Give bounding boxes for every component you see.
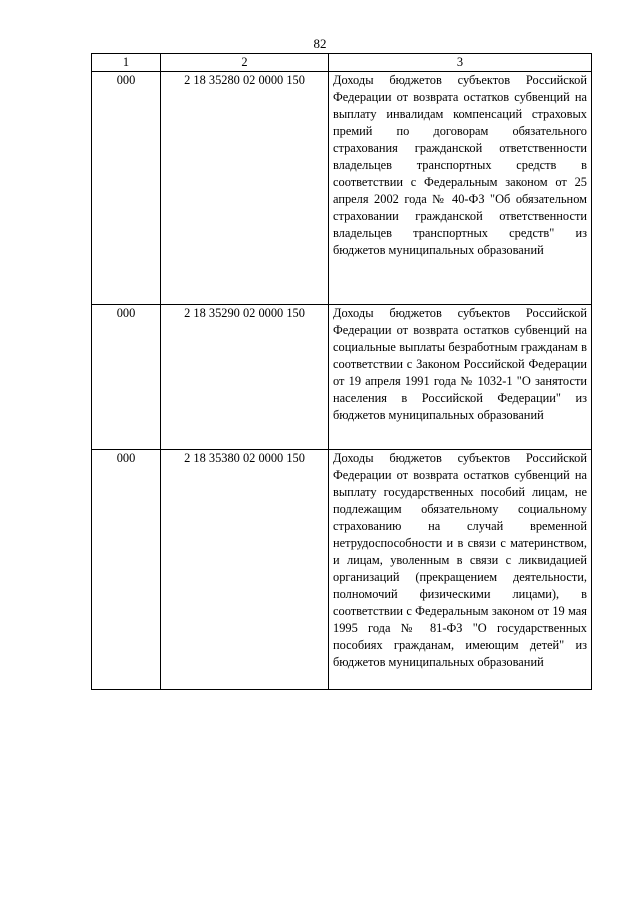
table-header-row [92,54,592,72]
column-header-2: 2 [161,54,329,72]
column-header-1: 1 [92,54,161,72]
description-cell: Доходы бюджетов субъектов Российской Федерации от возврата остатков субвенций на выплату государственных пособий лицам, не подлежащим обязательному социальному страхованию на случай временной нетрудоспособности и в связи с материнством, и лицам, уволенным в связи с ликвидацией организаций (прекращением деятельности, полномочий физическими лицами), в соответствии с Федеральным законом от 19 мая 1995 года № 81-ФЗ "О государственных пособиях гражданам, имеющим детей" из бюджетов муниципальных образований [329,450,592,690]
admin-code-cell: 000 [92,305,161,450]
table-row [92,450,592,690]
kbk-code-cell: 2 18 35280 02 0000 150 [161,72,329,305]
kbk-code-cell: 2 18 35290 02 0000 150 [161,305,329,450]
description-cell: Доходы бюджетов субъектов Российской Федерации от возврата остатков субвенций на социальные выплаты безработным гражданам в соответствии с Законом Российской Федерации от 19 апреля 1991 года № 1032-1 "О занятости населения в Российской Федерации" из бюджетов муниципальных образований [329,305,592,450]
table-row [92,72,592,305]
budget-revenue-table [91,53,592,690]
column-header-3: 3 [329,54,592,72]
admin-code-cell: 000 [92,450,161,690]
kbk-code-cell: 2 18 35380 02 0000 150 [161,450,329,690]
page-number: 82 [313,36,327,51]
description-cell: Доходы бюджетов субъектов Российской Федерации от возврата остатков субвенций на выплату инвалидам компенсаций страховых премий по договорам обязательного страхования гражданской ответственности владельцев транспортных средств в соответствии с Федеральным законом от 25 апреля 2002 года № 40-ФЗ "Об обязательном страховании гражданской ответственности владельцев транспортных средств" из бюджетов муниципальных образований [329,72,592,305]
admin-code-cell: 000 [92,72,161,305]
table-row [92,305,592,450]
